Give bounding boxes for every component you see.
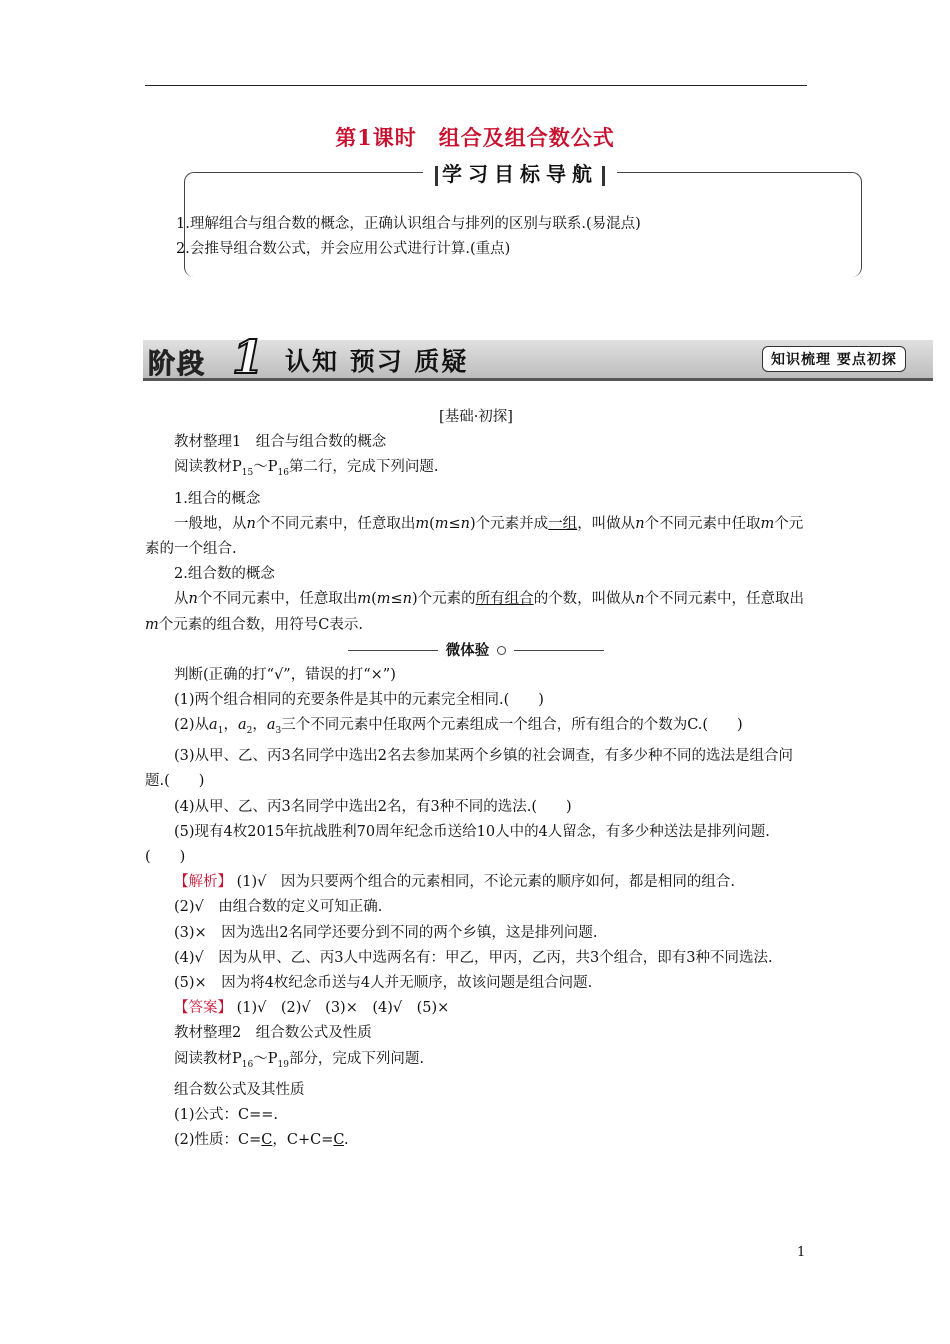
stage-number: 1 xyxy=(232,330,265,384)
question-2: (2)从$a_1$，$a_2$，$a_3$三个不同元素中任取两个元素组成一个组合，所有组合的个数为C.( ) xyxy=(174,717,743,737)
analysis-4: (4)√ 因为从甲、乙、丙3人中选两名有：甲乙，甲丙，乙丙，共3个组合，即有3种不同选法. xyxy=(174,949,773,966)
section1-title: 教材整理1 组合与组合数的概念 xyxy=(174,434,387,451)
analysis-3: (3)× 因为选出2名同学还要分到不同的两个乡镇，这是排列问题. xyxy=(174,924,598,941)
analysis-2: (2)√ 由组合数的定义可知正确. xyxy=(174,899,383,916)
page-number: 1 xyxy=(797,1245,806,1260)
goals-list xyxy=(176,212,641,262)
stage-text: 认知 预习 质疑 xyxy=(285,347,469,376)
concept2-text: 从n个不同元素中，任意取出m(m≤n)个元素的所有组合的个数，叫做从n个不同元素中，任意取出m个元素的组合数，用符号C表示. xyxy=(145,591,805,633)
concept2-title: 2.组合数的概念 xyxy=(174,566,275,583)
goals-caption: 学习目标导航 xyxy=(423,158,617,187)
question-3: (3)从甲、乙、丙3名同学中选出2名去参加某两个乡镇的社会调查，有多少种不同的选法是组合问题.( ) xyxy=(145,748,793,790)
stage-tag: 知识梳理 要点初探 xyxy=(762,346,906,372)
goal-item: 1.理解组合与组合数的概念，正确认识组合与排列的区别与联系.(易混点) xyxy=(176,216,641,232)
section2-subtitle: 组合数公式及其性质 xyxy=(174,1081,305,1098)
micro-exercise-heading: 微体验 xyxy=(145,638,807,663)
analysis-1: 【解析】 (1)√ 因为只要两个组合的元素相同，不论元素的顺序如何，都是相同的组合. xyxy=(174,874,735,891)
question-5: (5)现有4枚2015年抗战胜利70周年纪念币送给10人中的4人留念，有多少种送法是排列问题.( ) xyxy=(145,823,770,866)
content-body xyxy=(145,405,807,1153)
goal-item: 2.会推导组合数公式，并会应用公式进行计算.(重点) xyxy=(176,241,511,257)
concept1-text: 一般地，从n个不同元素中，任意取出m(m≤n)个元素并成一组，叫做从n个不同元素中任取m个元素的一个组合. xyxy=(145,515,804,557)
header-rule xyxy=(145,85,807,86)
question-4: (4)从甲、乙、丙3名同学中选出2名，有3种不同的选法.( ) xyxy=(174,798,572,815)
judge-instruction: 判断(正确的打“√”，错误的打“×”) xyxy=(174,666,396,683)
section1-reading: 阅读教材$P_{15}\sim P_{16}$第二行，完成下列问题. xyxy=(174,459,439,479)
section2-reading: 阅读教材$P_{16}\sim P_{19}$部分，完成下列问题. xyxy=(174,1050,425,1070)
section-tag: [基础·初探] xyxy=(439,409,513,425)
stage-label: 阶段 xyxy=(148,349,206,380)
formula-1: (1)公式：C==. xyxy=(174,1106,279,1123)
formula-2: (2)性质：C=C，C+C=C. xyxy=(174,1132,349,1149)
question-1: (1)两个组合相同的充要条件是其中的元素完全相同.( ) xyxy=(174,691,544,708)
lesson-title: 第1课时 组合及组合数公式 xyxy=(335,125,615,150)
answer: 【答案】 (1)√ (2)√ (3)× (4)√ (5)× xyxy=(174,1000,450,1017)
concept1-title: 1.组合的概念 xyxy=(174,490,261,507)
analysis-5: (5)× 因为将4枚纪念币送与4人并无顺序，故该问题是组合问题. xyxy=(174,975,593,992)
section2-title: 教材整理2 组合数公式及性质 xyxy=(174,1025,372,1042)
